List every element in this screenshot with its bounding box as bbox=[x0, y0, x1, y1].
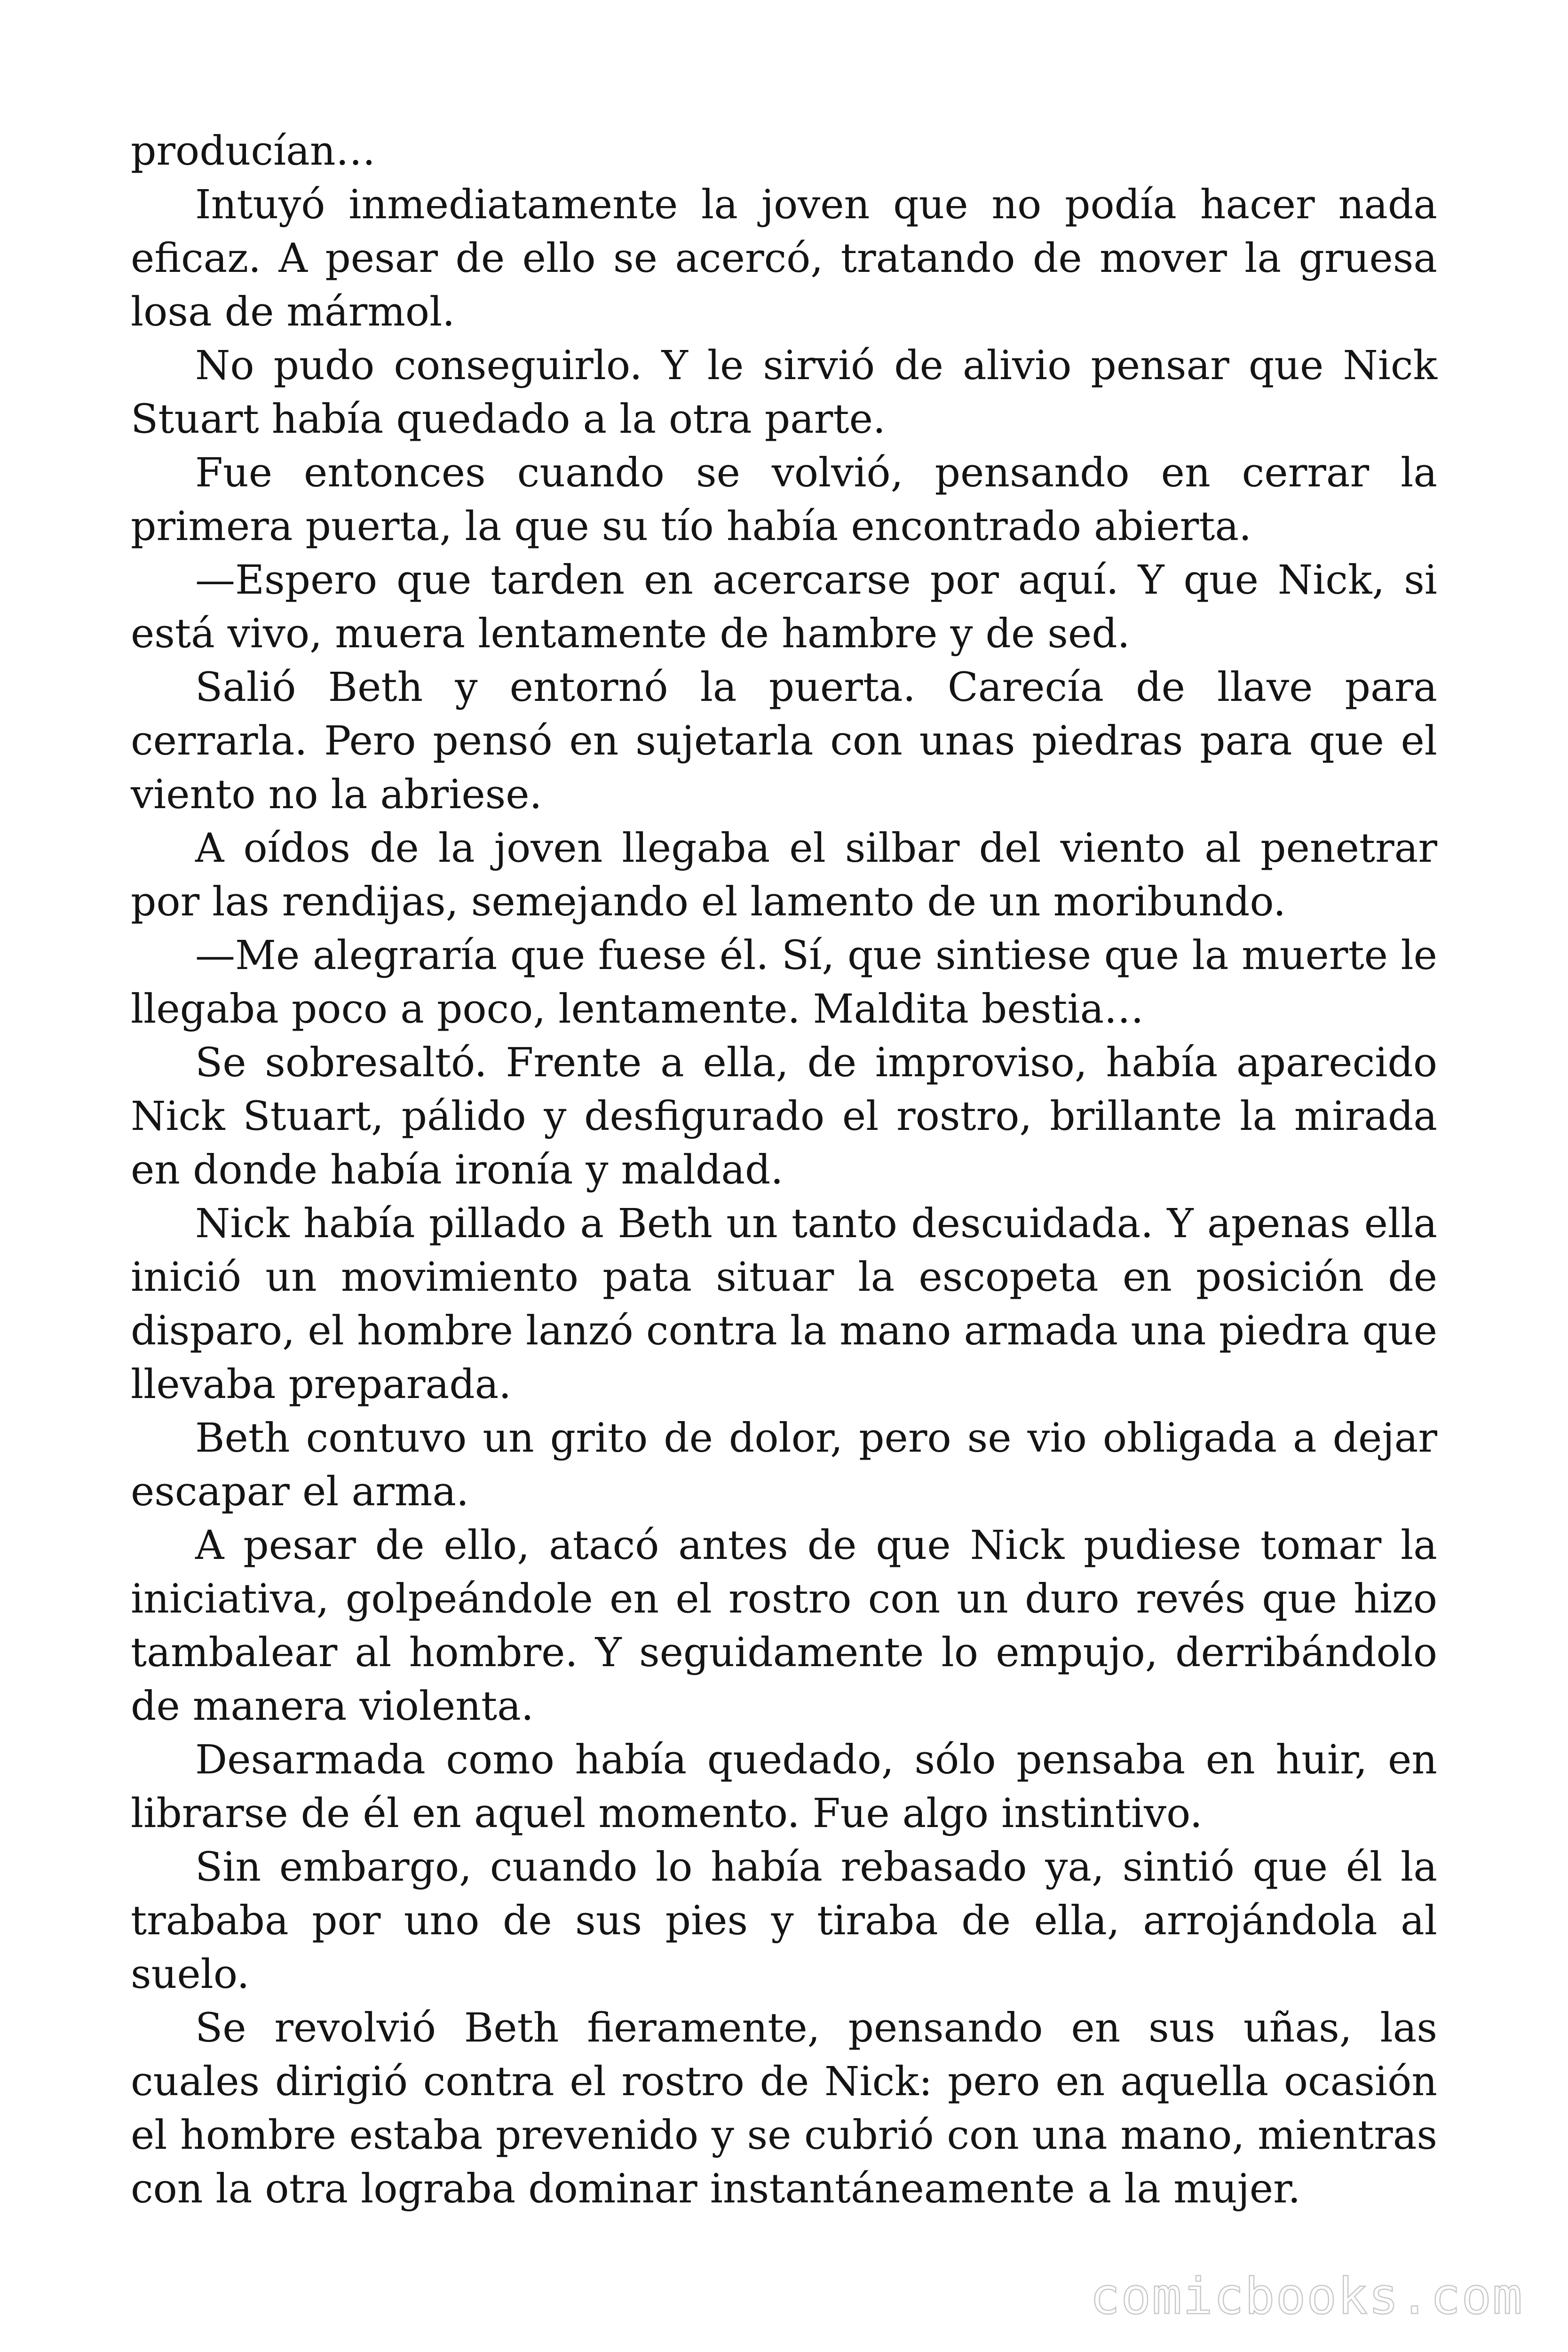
paragraph: A pesar de ello, atacó antes de que Nick pudiese tomar la iniciativa, golpeándole en el rostro con un duro revés que hizo tambalear al hombre. Y seguidamente lo empujo, derribándolo de manera violenta. bbox=[131, 1522, 1437, 1730]
paragraph: Intuyó inmediatamente la joven que no podía hacer nada eficaz. A pesar de ello se acercó, tratando de mover la gruesa losa de mármol. bbox=[131, 182, 1437, 335]
body-text bbox=[131, 125, 1437, 2216]
paragraph: A oídos de la joven llegaba el silbar del viento al penetrar por las rendijas, semejando el lamento de un moribundo. bbox=[131, 825, 1437, 925]
paragraph: Fue entonces cuando se volvió, pensando en cerrar la primera puerta, la que su tío había encontrado abierta. bbox=[131, 450, 1437, 550]
paragraph: Desarmada como había quedado, sólo pensaba en huir, en librarse de él en aquel momento. Fue algo instintivo. bbox=[131, 1737, 1437, 1837]
paragraph: Nick había pillado a Beth un tanto descuidada. Y apenas ella inició un movimiento pata situar la escopeta en posición de disparo, el hombre lanzó contra la mano armada una piedra que llevaba preparada. bbox=[131, 1200, 1437, 1408]
paragraph: Se sobresaltó. Frente a ella, de improviso, había aparecido Nick Stuart, pálido y desfigurado el rostro, brillante la mirada en donde había ironía y maldad. bbox=[131, 1040, 1437, 1193]
paragraph-continuation: producían… bbox=[131, 128, 376, 175]
paragraph: Sin embargo, cuando lo había rebasado ya, sintió que él la trababa por uno de sus pies y tiraba de ella, arrojándola al suelo. bbox=[131, 1844, 1437, 1998]
dialogue-paragraph: —Me alegraría que fuese él. Sí, que sintiese que la muerte le llegaba poco a poco, lentamente. Maldita bestia… bbox=[131, 932, 1437, 1033]
paragraph: Se revolvió Beth fieramente, pensando en sus uñas, las cuales dirigió contra el rostro de Nick: pero en aquella ocasión el hombre estaba prevenido y se cubrió con una mano, mientras con la otra lograba dominar instantáneamente a la mujer. bbox=[131, 2005, 1437, 2212]
paragraph: Beth contuvo un grito de dolor, pero se vio obligada a dejar escapar el arma. bbox=[131, 1415, 1437, 1515]
paragraph: No pudo conseguirlo. Y le sirvió de alivio pensar que Nick Stuart había quedado a la otra parte. bbox=[131, 342, 1437, 443]
watermark: comicbooks.com bbox=[1090, 2267, 1523, 2325]
paragraph: Salió Beth y entornó la puerta. Carecía de llave para cerrarla. Pero pensó en sujetarla con unas piedras para que el viento no la abriese. bbox=[131, 664, 1437, 818]
dialogue-paragraph: —Espero que tarden en acercarse por aquí. Y que Nick, si está vivo, muera lentamente de hambre y de sed. bbox=[131, 557, 1437, 657]
book-page bbox=[131, 125, 1437, 2241]
